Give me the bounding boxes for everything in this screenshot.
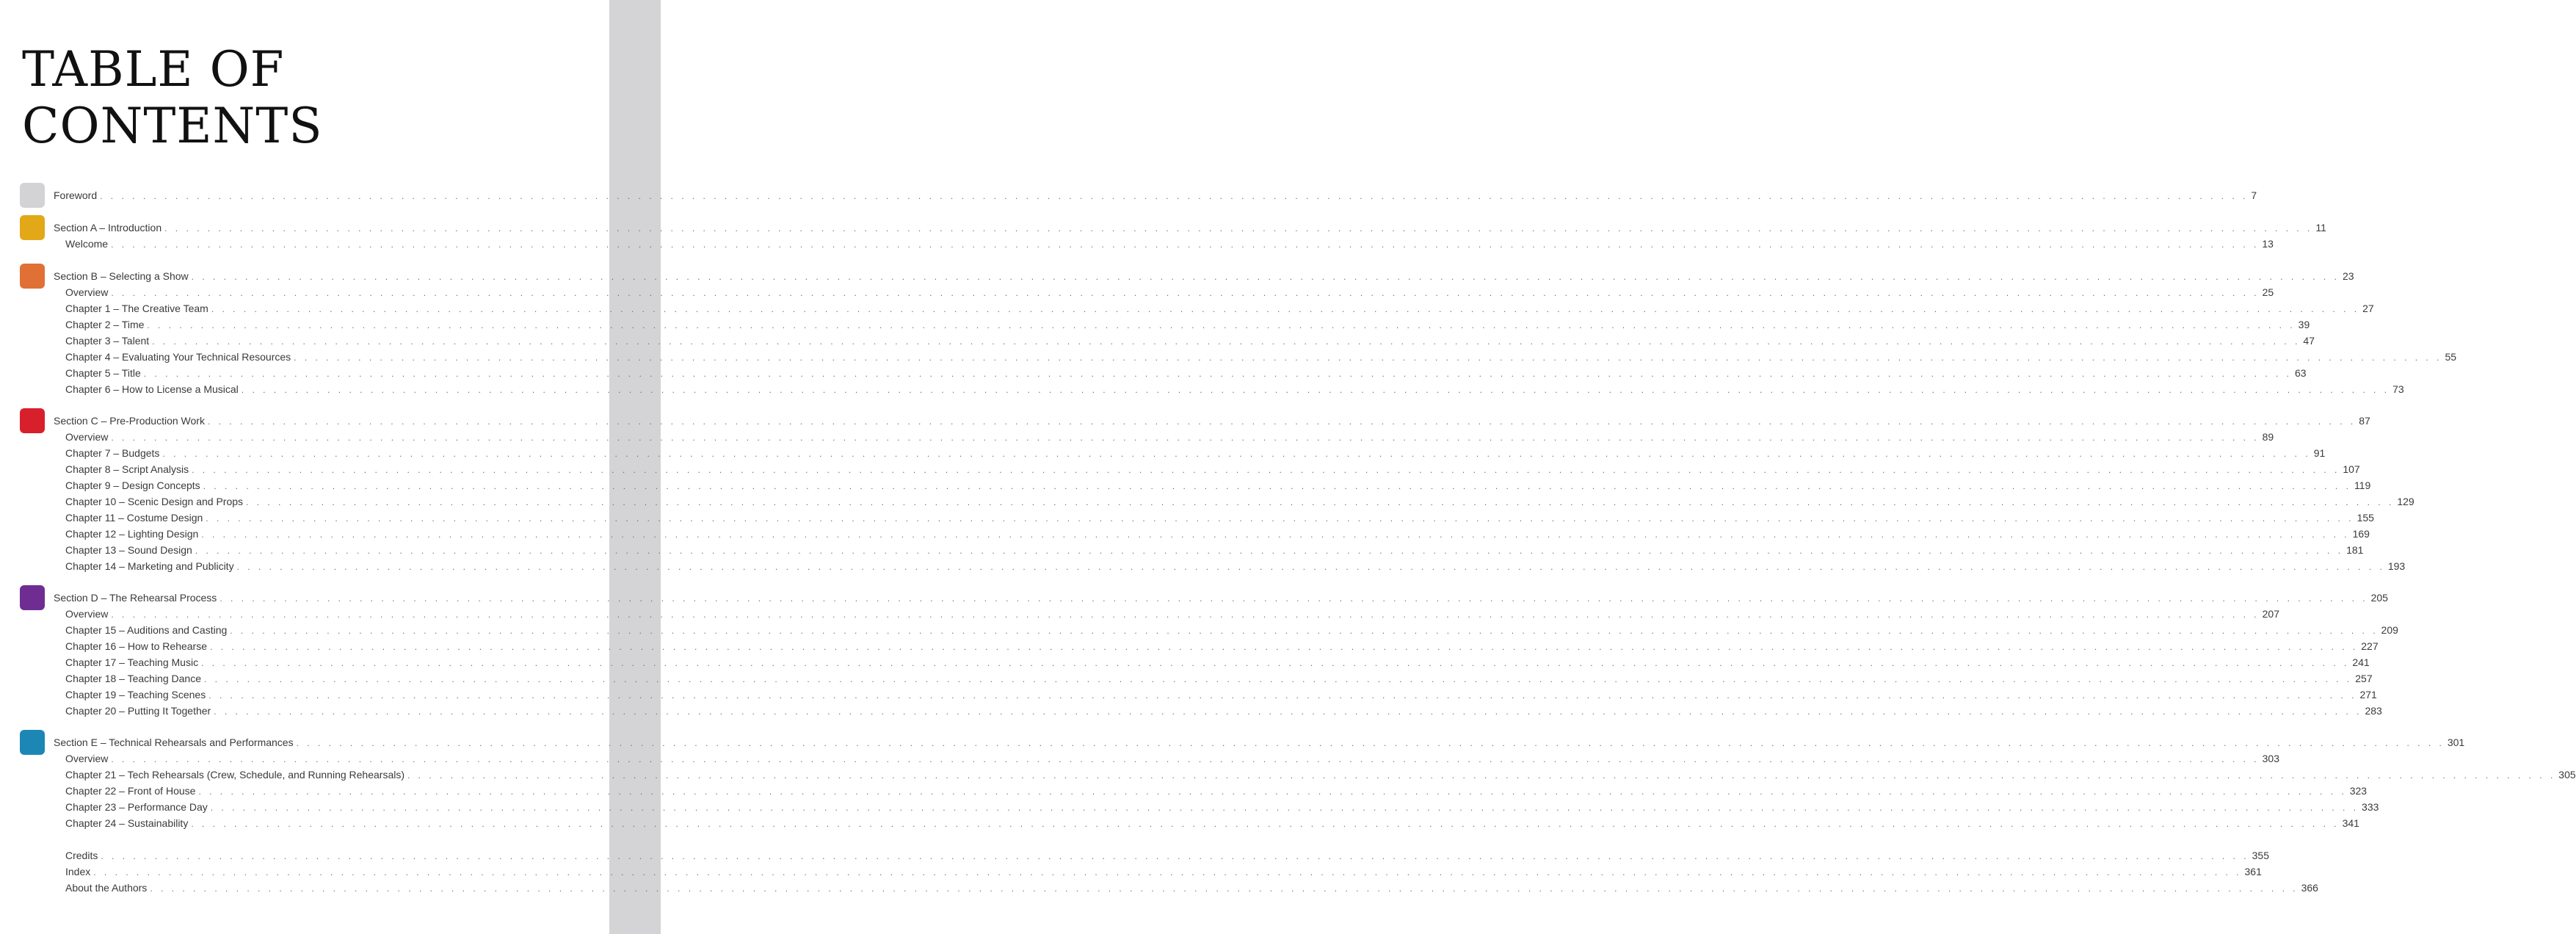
toc-entry-label: Section B – Selecting a Show <box>54 270 189 282</box>
dot-leader: . . . . . . . . . . . . . . . . . . . . . . . . . . . . . . . . . . . . . . . . . . . . . . . . . . . . . . . . . . . . . . . . . . . . . . . . . . . . . . . . . . . . . . . . . . . . . . . . . . . . . . . . . . . . . . . . . . . . . . . . . . . . . . . . . . . . . . . . . . . . . . . . . . . . . . . . . . . . . . . . . . . . . . . . . . . . . . . . . . . . . . . . . . . . . . . . . . . . . . . . <box>111 288 2260 298</box>
toc-entry-page-number: 341 <box>2342 817 2359 829</box>
toc-entry[interactable] <box>65 687 2377 703</box>
dot-leader: . . . . . . . . . . . . . . . . . . . . . . . . . . . . . . . . . . . . . . . . . . . . . . . . . . . . . . . . . . . . . . . . . . . . . . . . . . . . . . . . . . . . . . . . . . . . . . . . . . . . . . . . . . . . . . . . . . . . . . . . . . . . . . . . . . . . . . . . . . . . . . . . . . . . . . . . . . . . . . . . . . . . . . . . . . . . . . . . . . . . . . . . . . . . . . . . . . . . . . . . <box>201 658 2350 668</box>
toc-section-heading[interactable] <box>54 590 2388 606</box>
toc-entry-page-number: 355 <box>2252 850 2269 861</box>
toc-entry-label: Chapter 13 – Sound Design <box>65 544 192 556</box>
page-title-line-2: CONTENTS <box>22 98 323 154</box>
toc-entry-page-number: 241 <box>2352 656 2370 668</box>
toc-entry-label: Chapter 20 – Putting It Together <box>65 705 211 717</box>
toc-entry-label: Chapter 24 – Sustainability <box>65 817 189 829</box>
toc-entry[interactable] <box>65 493 2414 510</box>
toc-entry-label: Welcome <box>65 238 109 250</box>
dot-leader: . . . . . . . . . . . . . . . . . . . . . . . . . . . . . . . . . . . . . . . . . . . . . . . . . . . . . . . . . . . . . . . . . . . . . . . . . . . . . . . . . . . . . . . . . . . . . . . . . . . . . . . . . . . . . . . . . . . . . . . . . . . . . . . . . . . . . . . . . . . . . . . . . . . . . . . . . . . . . . . . . . . . . . . . . . . . . . . . . . . . . . . . . . . . . . . . . . . . . . . . <box>206 513 2354 524</box>
toc-entry-page-number: 181 <box>2346 544 2364 556</box>
toc-entry[interactable] <box>65 542 2364 558</box>
toc-entry[interactable] <box>65 365 2307 381</box>
toc-entry[interactable] <box>65 381 2404 397</box>
section-a-color-swatch <box>20 215 45 240</box>
toc-entry-label: Chapter 21 – Tech Rehearsals (Crew, Schedule, and Running Rehearsals) <box>65 769 405 781</box>
dot-leader: . . . . . . . . . . . . . . . . . . . . . . . . . . . . . . . . . . . . . . . . . . . . . . . . . . . . . . . . . . . . . . . . . . . . . . . . . . . . . . . . . . . . . . . . . . . . . . . . . . . . . . . . . . . . . . . . . . . . . . . . . . . . . . . . . . . . . . . . . . . . . . . . . . . . . . . . . . . . . . . . . . . . . . . . . . . . . . . . . . . . . . . . . . . . . . . . . . . . . . . . <box>111 609 2260 620</box>
dot-leader: . . . . . . . . . . . . . . . . . . . . . . . . . . . . . . . . . . . . . . . . . . . . . . . . . . . . . . . . . . . . . . . . . . . . . . . . . . . . . . . . . . . . . . . . . . . . . . . . . . . . . . . . . . . . . . . . . . . . . . . . . . . . . . . . . . . . . . . . . . . . . . . . . . . . . . . . . . . . . . . . . . . . . . . . . . . . . . . . . . . . . . . . . . . . . . . . . . . . . . . . <box>214 706 2362 717</box>
toc-entry[interactable] <box>65 703 2382 719</box>
dot-leader: . . . . . . . . . . . . . . . . . . . . . . . . . . . . . . . . . . . . . . . . . . . . . . . . . . . . . . . . . . . . . . . . . . . . . . . . . . . . . . . . . . . . . . . . . . . . . . . . . . . . . . . . . . . . . . . . . . . . . . . . . . . . . . . . . . . . . . . . . . . . . . . . . . . . . . . . . . . . . . . . . . . . . . . . . . . . . . . . . . . . . . . . . . . . . . . . . . . . . . . . <box>111 432 2260 443</box>
toc-entry-label: Chapter 18 – Teaching Dance <box>65 673 201 684</box>
toc-entry-label: Chapter 22 – Front of House <box>65 785 196 797</box>
toc-entry-label: Credits <box>65 850 98 861</box>
toc-entry[interactable] <box>65 445 2326 461</box>
dot-leader: . . . . . . . . . . . . . . . . . . . . . . . . . . . . . . . . . . . . . . . . . . . . . . . . . . . . . . . . . . . . . . . . . . . . . . . . . . . . . . . . . . . . . . . . . . . . . . . . . . . . . . . . . . . . . . . . . . . . . . . . . . . . . . . . . . . . . . . . . . . . . . . . . . . . . . . . . . . . . . . . . . . . . . . . . . . . . . . . . . . . . . . . . . . . . . . . . . . . . . . . <box>210 642 2359 652</box>
toc-entry[interactable] <box>65 864 2262 880</box>
toc-entry-page-number: 361 <box>2244 866 2262 877</box>
toc-entry-foreword[interactable] <box>54 187 2257 203</box>
toc-entry-label: Chapter 2 – Time <box>65 319 145 330</box>
section-b-color-swatch <box>20 264 45 289</box>
toc-entry[interactable] <box>65 300 2374 316</box>
toc-entry-page-number: 283 <box>2365 705 2382 717</box>
toc-entry-label: Chapter 7 – Budgets <box>65 447 160 459</box>
toc-entry-page-number: 207 <box>2262 608 2279 620</box>
toc-entry-page-number: 13 <box>2262 238 2274 250</box>
dot-leader: . . . . . . . . . . . . . . . . . . . . . . . . . . . . . . . . . . . . . . . . . . . . . . . . . . . . . . . . . . . . . . . . . . . . . . . . . . . . . . . . . . . . . . . . . . . . . . . . . . . . . . . . . . . . . . . . . . . . . . . . . . . . . . . . . . . . . . . . . . . . . . . . . . . . . . . . . . . . . . . . . . . . . . . . . . . . . . . . . . . . . . . . . . . . . . . . . . . . . . . . <box>236 562 2385 572</box>
toc-entry-page-number: 366 <box>2301 882 2318 894</box>
dot-leader: . . . . . . . . . . . . . . . . . . . . . . . . . . . . . . . . . . . . . . . . . . . . . . . . . . . . . . . . . . . . . . . . . . . . . . . . . . . . . . . . . . . . . . . . . . . . . . . . . . . . . . . . . . . . . . . . . . . . . . . . . . . . . . . . . . . . . . . . . . . . . . . . . . . . . . . . . . . . . . . . . . . . . . . . . . . . . . . . . . . . . . . . . . . . . . . . . . . . . . . . <box>191 819 2340 829</box>
dot-leader: . . . . . . . . . . . . . . . . . . . . . . . . . . . . . . . . . . . . . . . . . . . . . . . . . . . . . . . . . . . . . . . . . . . . . . . . . . . . . . . . . . . . . . . . . . . . . . . . . . . . . . . . . . . . . . . . . . . . . . . . . . . . . . . . . . . . . . . . . . . . . . . . . . . . . . . . . . . . . . . . . . . . . . . . . . . . . . . . . . . . . . . . . . . . . . . . . . . . . . . . <box>219 593 2368 604</box>
toc-entry-label: Chapter 3 – Talent <box>65 335 150 347</box>
dot-leader: . . . . . . . . . . . . . . . . . . . . . . . . . . . . . . . . . . . . . . . . . . . . . . . . . . . . . . . . . . . . . . . . . . . . . . . . . . . . . . . . . . . . . . . . . . . . . . . . . . . . . . . . . . . . . . . . . . . . . . . . . . . . . . . . . . . . . . . . . . . . . . . . . . . . . . . . . . . . . . . . . . . . . . . . . . . . . . . . . . . . . . . . . . . . . . . . . . . . . . . . <box>246 497 2395 507</box>
dot-leader: . . . . . . . . . . . . . . . . . . . . . . . . . . . . . . . . . . . . . . . . . . . . . . . . . . . . . . . . . . . . . . . . . . . . . . . . . . . . . . . . . . . . . . . . . . . . . . . . . . . . . . . . . . . . . . . . . . . . . . . . . . . . . . . . . . . . . . . . . . . . . . . . . . . . . . . . . . . . . . . . . . . . . . . . . . . . . . . . . . . . . . . . . . . . . . . . . . . . . . . . <box>211 304 2360 314</box>
toc-entry-page-number: 205 <box>2370 592 2388 604</box>
toc-entry-label: Chapter 16 – How to Rehearse <box>65 640 207 652</box>
toc-entry[interactable] <box>65 477 2371 493</box>
toc-entry-page-number: 301 <box>2447 736 2465 748</box>
dot-leader: . . . . . . . . . . . . . . . . . . . . . . . . . . . . . . . . . . . . . . . . . . . . . . . . . . . . . . . . . . . . . . . . . . . . . . . . . . . . . . . . . . . . . . . . . . . . . . . . . . . . . . . . . . . . . . . . . . . . . . . . . . . . . . . . . . . . . . . . . . . . . . . . . . . . . . . . . . . . . . . . . . . . . . . . . . . . . . . . . . . . . . . . . . . . . . . . . . . . . . . . <box>111 239 2260 250</box>
toc-entry[interactable] <box>65 316 2310 333</box>
dot-leader: . . . . . . . . . . . . . . . . . . . . . . . . . . . . . . . . . . . . . . . . . . . . . . . . . . . . . . . . . . . . . . . . . . . . . . . . . . . . . . . . . . . . . . . . . . . . . . . . . . . . . . . . . . . . . . . . . . . . . . . . . . . . . . . . . . . . . . . . . . . . . . . . . . . . . . . . . . . . . . . . . . . . . . . . . . . . . . . . . . . . . . . . . . . . . . . . . . . . . . . . <box>203 481 2351 491</box>
dot-leader: . . . . . . . . . . . . . . . . . . . . . . . . . . . . . . . . . . . . . . . . . . . . . . . . . . . . . . . . . . . . . . . . . . . . . . . . . . . . . . . . . . . . . . . . . . . . . . . . . . . . . . . . . . . . . . . . . . . . . . . . . . . . . . . . . . . . . . . . . . . . . . . . . . . . . . . . . . . . . . . . . . . . . . . . . . . . . . . . . . . . . . . . . . . . . . . . . . . . . . . . <box>294 352 2442 363</box>
toc-entry-label: Chapter 1 – The Creative Team <box>65 303 208 314</box>
toc-entry-label: Chapter 10 – Scenic Design and Props <box>65 496 244 507</box>
dot-leader: . . . . . . . . . . . . . . . . . . . . . . . . . . . . . . . . . . . . . . . . . . . . . . . . . . . . . . . . . . . . . . . . . . . . . . . . . . . . . . . . . . . . . . . . . . . . . . . . . . . . . . . . . . . . . . . . . . . . . . . . . . . . . . . . . . . . . . . . . . . . . . . . . . . . . . . . . . . . . . . . . . . . . . . . . . . . . . . . . . . . . . . . . . . . . . . . . . . . . . . . <box>101 851 2249 861</box>
page-title-line-1: TABLE OF <box>22 41 285 98</box>
toc-entry-label: Chapter 11 – Costume Design <box>65 512 203 524</box>
toc-entry-label: Overview <box>65 431 109 443</box>
dot-leader: . . . . . . . . . . . . . . . . . . . . . . . . . . . . . . . . . . . . . . . . . . . . . . . . . . . . . . . . . . . . . . . . . . . . . . . . . . . . . . . . . . . . . . . . . . . . . . . . . . . . . . . . . . . . . . . . . . . . . . . . . . . . . . . . . . . . . . . . . . . . . . . . . . . . . . . . . . . . . . . . . . . . . . . . . . . . . . . . . . . . . . . . . . . . . . . . . . . . . . . . <box>210 803 2359 813</box>
toc-entry-page-number: 89 <box>2262 431 2274 443</box>
toc-entry[interactable] <box>65 461 2360 477</box>
toc-entry-label: Index <box>65 866 91 877</box>
toc-entry-label: Chapter 5 – Title <box>65 367 141 379</box>
toc-entry-page-number: 305 <box>2558 769 2576 781</box>
toc-entry[interactable] <box>65 606 2279 622</box>
dot-leader: . . . . . . . . . . . . . . . . . . . . . . . . . . . . . . . . . . . . . . . . . . . . . . . . . . . . . . . . . . . . . . . . . . . . . . . . . . . . . . . . . . . . . . . . . . . . . . . . . . . . . . . . . . . . . . . . . . . . . . . . . . . . . . . . . . . . . . . . . . . . . . . . . . . . . . . . . . . . . . . . . . . . . . . . . . . . . . . . . . . . . . . . . . . . . . . . . . . . . . . . <box>198 786 2347 797</box>
toc-entry[interactable] <box>65 880 2318 896</box>
toc-entry-label: Chapter 12 – Lighting Design <box>65 528 199 540</box>
dot-leader: . . . . . . . . . . . . . . . . . . . . . . . . . . . . . . . . . . . . . . . . . . . . . . . . . . . . . . . . . . . . . . . . . . . . . . . . . . . . . . . . . . . . . . . . . . . . . . . . . . . . . . . . . . . . . . . . . . . . . . . . . . . . . . . . . . . . . . . . . . . . . . . . . . . . . . . . . . . . . . . . . . . . . . . . . . . . . . . . . . . . . . . . . . . . . . . . . . . . . . . . <box>201 529 2350 540</box>
toc-entry[interactable] <box>65 767 2576 783</box>
toc-entry[interactable] <box>65 236 2274 252</box>
toc-entry-label: Section C – Pre-Production Work <box>54 415 205 427</box>
section-d-color-swatch <box>20 585 45 610</box>
dot-leader: . . . . . . . . . . . . . . . . . . . . . . . . . . . . . . . . . . . . . . . . . . . . . . . . . . . . . . . . . . . . . . . . . . . . . . . . . . . . . . . . . . . . . . . . . . . . . . . . . . . . . . . . . . . . . . . . . . . . . . . . . . . . . . . . . . . . . . . . . . . . . . . . . . . . . . . . . . . . . . . . . . . . . . . . . . . . . . . . . . . . . . . . . . . . . . . . . . . . . . . . <box>147 320 2296 330</box>
toc-entry[interactable] <box>65 349 2457 365</box>
dot-leader: . . . . . . . . . . . . . . . . . . . . . . . . . . . . . . . . . . . . . . . . . . . . . . . . . . . . . . . . . . . . . . . . . . . . . . . . . . . . . . . . . . . . . . . . . . . . . . . . . . . . . . . . . . . . . . . . . . . . . . . . . . . . . . . . . . . . . . . . . . . . . . . . . . . . . . . . . . . . . . . . . . . . . . . . . . . . . . . . . . . . . . . . . . . . . . . . . . . . . . . . <box>207 416 2357 427</box>
section-c-color-swatch <box>20 408 45 433</box>
toc-entry[interactable] <box>65 670 2373 687</box>
foreword-color-swatch <box>20 183 45 208</box>
toc-entry-label: Chapter 6 – How to License a Musical <box>65 383 239 395</box>
toc-entry[interactable] <box>65 284 2274 300</box>
toc-entry-label: Overview <box>65 608 109 620</box>
toc-entry[interactable] <box>65 799 2379 815</box>
toc-entry-label: Chapter 9 – Design Concepts <box>65 479 200 491</box>
toc-entry-page-number: 11 <box>2315 222 2326 234</box>
toc-entry-label: Chapter 19 – Teaching Scenes <box>65 689 206 700</box>
toc-entry[interactable] <box>65 638 2379 654</box>
dot-leader: . . . . . . . . . . . . . . . . . . . . . . . . . . . . . . . . . . . . . . . . . . . . . . . . . . . . . . . . . . . . . . . . . . . . . . . . . . . . . . . . . . . . . . . . . . . . . . . . . . . . . . . . . . . . . . . . . . . . . . . . . . . . . . . . . . . . . . . . . . . . . . . . . . . . . . . . . . . . . . . . . . . . . . . . . . . . . . . . . . . . . . . . . . . . . . . . . . . . . . . . <box>208 690 2357 700</box>
dot-leader: . . . . . . . . . . . . . . . . . . . . . . . . . . . . . . . . . . . . . . . . . . . . . . . . . . . . . . . . . . . . . . . . . . . . . . . . . . . . . . . . . . . . . . . . . . . . . . . . . . . . . . . . . . . . . . . . . . . . . . . . . . . . . . . . . . . . . . . . . . . . . . . . . . . . . . . . . . . . . . . . . . . . . . . . . . . . . . . . . . . . . . . . . . . . . . . . . . . . . . . . <box>241 385 2390 395</box>
toc-entry-page-number: 209 <box>2381 624 2398 636</box>
toc-entry-label: Section D – The Rehearsal Process <box>54 592 217 604</box>
toc-entry-label: Overview <box>65 286 109 298</box>
toc-entry-page-number: 87 <box>2359 415 2370 427</box>
toc-entry[interactable] <box>65 654 2370 670</box>
toc-entry-page-number: 323 <box>2349 785 2368 797</box>
toc-entry[interactable] <box>65 847 2269 864</box>
toc-entry-label: Section A – Introduction <box>54 222 162 234</box>
dot-leader: . . . . . . . . . . . . . . . . . . . . . . . . . . . . . . . . . . . . . . . . . . . . . . . . . . . . . . . . . . . . . . . . . . . . . . . . . . . . . . . . . . . . . . . . . . . . . . . . . . . . . . . . . . . . . . . . . . . . . . . . . . . . . . . . . . . . . . . . . . . . . . . . . . . . . . . . . . . . . . . . . . . . . . . . . . . . . . . . . . . . . . . . . . . . . . . . . . . . . . . . <box>152 336 2301 347</box>
toc-entry[interactable] <box>65 815 2359 831</box>
dot-leader: . . . . . . . . . . . . . . . . . . . . . . . . . . . . . . . . . . . . . . . . . . . . . . . . . . . . . . . . . . . . . . . . . . . . . . . . . . . . . . . . . . . . . . . . . . . . . . . . . . . . . . . . . . . . . . . . . . . . . . . . . . . . . . . . . . . . . . . . . . . . . . . . . . . . . . . . . . . . . . . . . . . . . . . . . . . . . . . . . . . . . . . . . . . . . . . . . . . . . . . . <box>296 738 2445 748</box>
toc-entry-page-number: 25 <box>2262 286 2274 298</box>
toc-entry-page-number: 47 <box>2303 335 2315 347</box>
toc-section-heading[interactable] <box>54 413 2370 429</box>
dot-leader: . . . . . . . . . . . . . . . . . . . . . . . . . . . . . . . . . . . . . . . . . . . . . . . . . . . . . . . . . . . . . . . . . . . . . . . . . . . . . . . . . . . . . . . . . . . . . . . . . . . . . . . . . . . . . . . . . . . . . . . . . . . . . . . . . . . . . . . . . . . . . . . . . . . . . . . . . . . . . . . . . . . . . . . . . . . . . . . . . . . . . . . . . . . . . . . . . . . . . . . . <box>150 883 2299 894</box>
toc-entry-page-number: 169 <box>2352 528 2370 540</box>
toc-entry-label: Section E – Technical Rehearsals and Performances <box>54 736 294 748</box>
toc-entry-label: About the Authors <box>65 882 148 894</box>
dot-leader: . . . . . . . . . . . . . . . . . . . . . . . . . . . . . . . . . . . . . . . . . . . . . . . . . . . . . . . . . . . . . . . . . . . . . . . . . . . . . . . . . . . . . . . . . . . . . . . . . . . . . . . . . . . . . . . . . . . . . . . . . . . . . . . . . . . . . . . . . . . . . . . . . . . . . . . . . . . . . . . . . . . . . . . . . . . . . . . . . . . . . . . . . . . . . . . . . . . . . . . . <box>100 191 2249 201</box>
toc-entry-label: Foreword <box>54 189 98 201</box>
dot-leader: . . . . . . . . . . . . . . . . . . . . . . . . . . . . . . . . . . . . . . . . . . . . . . . . . . . . . . . . . . . . . . . . . . . . . . . . . . . . . . . . . . . . . . . . . . . . . . . . . . . . . . . . . . . . . . . . . . . . . . . . . . . . . . . . . . . . . . . . . . . . . . . . . . . . . . . . . . . . . . . . . . . . . . . . . . . . . . . . . . . . . . . . . . . . . . . . . . . . . . . . <box>191 272 2340 282</box>
toc-entry-page-number: 257 <box>2355 673 2373 684</box>
toc-section-heading[interactable] <box>54 220 2326 236</box>
toc-entry-page-number: 23 <box>2342 270 2354 282</box>
toc-entry-page-number: 27 <box>2362 303 2374 314</box>
dot-leader: . . . . . . . . . . . . . . . . . . . . . . . . . . . . . . . . . . . . . . . . . . . . . . . . . . . . . . . . . . . . . . . . . . . . . . . . . . . . . . . . . . . . . . . . . . . . . . . . . . . . . . . . . . . . . . . . . . . . . . . . . . . . . . . . . . . . . . . . . . . . . . . . . . . . . . . . . . . . . . . . . . . . . . . . . . . . . . . . . . . . . . . . . . . . . . . . . . . . . . . . <box>203 674 2353 684</box>
toc-section-heading[interactable] <box>54 268 2354 284</box>
toc-entry-label: Chapter 4 – Evaluating Your Technical Resources <box>65 351 291 363</box>
toc-entry[interactable] <box>65 558 2406 574</box>
toc-entry-page-number: 129 <box>2397 496 2414 507</box>
toc-entry-page-number: 333 <box>2362 801 2379 813</box>
toc-entry[interactable] <box>65 333 2315 349</box>
dot-leader: . . . . . . . . . . . . . . . . . . . . . . . . . . . . . . . . . . . . . . . . . . . . . . . . . . . . . . . . . . . . . . . . . . . . . . . . . . . . . . . . . . . . . . . . . . . . . . . . . . . . . . . . . . . . . . . . . . . . . . . . . . . . . . . . . . . . . . . . . . . . . . . . . . . . . . . . . . . . . . . . . . . . . . . . . . . . . . . . . . . . . . . . . . . . . . . . . . . . . . . . <box>407 770 2556 781</box>
toc-entry-label: Chapter 17 – Teaching Music <box>65 656 199 668</box>
toc-entry-page-number: 7 <box>2251 189 2257 201</box>
toc-entry[interactable] <box>65 622 2398 638</box>
toc-entry-page-number: 39 <box>2298 319 2310 330</box>
toc-entry-label: Chapter 8 – Script Analysis <box>65 463 189 475</box>
section-e-color-swatch <box>20 730 45 755</box>
toc-entry-page-number: 91 <box>2313 447 2326 459</box>
toc-entry[interactable] <box>65 783 2368 799</box>
toc-entry-label: Overview <box>65 753 109 764</box>
toc-entry-page-number: 55 <box>2445 351 2457 363</box>
toc-entry-label: Chapter 14 – Marketing and Publicity <box>65 560 234 572</box>
toc-entry-page-number: 63 <box>2295 367 2307 379</box>
dot-leader: . . . . . . . . . . . . . . . . . . . . . . . . . . . . . . . . . . . . . . . . . . . . . . . . . . . . . . . . . . . . . . . . . . . . . . . . . . . . . . . . . . . . . . . . . . . . . . . . . . . . . . . . . . . . . . . . . . . . . . . . . . . . . . . . . . . . . . . . . . . . . . . . . . . . . . . . . . . . . . . . . . . . . . . . . . . . . . . . . . . . . . . . . . . . . . . . . . . . . . . . <box>143 369 2292 379</box>
dot-leader: . . . . . . . . . . . . . . . . . . . . . . . . . . . . . . . . . . . . . . . . . . . . . . . . . . . . . . . . . . . . . . . . . . . . . . . . . . . . . . . . . . . . . . . . . . . . . . . . . . . . . . . . . . . . . . . . . . . . . . . . . . . . . . . . . . . . . . . . . . . . . . . . . . . . . . . . . . . . . . . . . . . . . . . . . . . . . . . . . . . . . . . . . . . . . . . . . . . . . . . . <box>192 465 2340 475</box>
dot-leader: . . . . . . . . . . . . . . . . . . . . . . . . . . . . . . . . . . . . . . . . . . . . . . . . . . . . . . . . . . . . . . . . . . . . . . . . . . . . . . . . . . . . . . . . . . . . . . . . . . . . . . . . . . . . . . . . . . . . . . . . . . . . . . . . . . . . . . . . . . . . . . . . . . . . . . . . . . . . . . . . . . . . . . . . . . . . . . . . . . . . . . . . . . . . . . . . . . . . . . . . <box>111 754 2260 764</box>
toc-entry[interactable] <box>65 526 2370 542</box>
dot-leader: . . . . . . . . . . . . . . . . . . . . . . . . . . . . . . . . . . . . . . . . . . . . . . . . . . . . . . . . . . . . . . . . . . . . . . . . . . . . . . . . . . . . . . . . . . . . . . . . . . . . . . . . . . . . . . . . . . . . . . . . . . . . . . . . . . . . . . . . . . . . . . . . . . . . . . . . . . . . . . . . . . . . . . . . . . . . . . . . . . . . . . . . . . . . . . . . . . . . . . . . <box>162 449 2311 459</box>
dot-leader: . . . . . . . . . . . . . . . . . . . . . . . . . . . . . . . . . . . . . . . . . . . . . . . . . . . . . . . . . . . . . . . . . . . . . . . . . . . . . . . . . . . . . . . . . . . . . . . . . . . . . . . . . . . . . . . . . . . . . . . . . . . . . . . . . . . . . . . . . . . . . . . . . . . . . . . . . . . . . . . . . . . . . . . . . . . . . . . . . . . . . . . . . . . . . . . . . . . . . . . . <box>195 546 2344 556</box>
toc-section-heading[interactable] <box>54 734 2465 750</box>
toc-entry[interactable] <box>65 429 2274 445</box>
toc-entry-page-number: 271 <box>2359 689 2377 700</box>
toc-entry-page-number: 73 <box>2392 383 2404 395</box>
toc-entry-label: Chapter 23 – Performance Day <box>65 801 208 813</box>
dot-leader: . . . . . . . . . . . . . . . . . . . . . . . . . . . . . . . . . . . . . . . . . . . . . . . . . . . . . . . . . . . . . . . . . . . . . . . . . . . . . . . . . . . . . . . . . . . . . . . . . . . . . . . . . . . . . . . . . . . . . . . . . . . . . . . . . . . . . . . . . . . . . . . . . . . . . . . . . . . . . . . . . . . . . . . . . . . . . . . . . . . . . . . . . . . . . . . . . . . . . . . . <box>93 867 2242 877</box>
toc-entry-label: Chapter 15 – Auditions and Casting <box>65 624 228 636</box>
toc-entry[interactable] <box>65 510 2374 526</box>
toc-entry[interactable] <box>65 750 2279 767</box>
toc-entry-page-number: 119 <box>2354 479 2371 491</box>
toc-entry-page-number: 303 <box>2262 753 2279 764</box>
dot-leader: . . . . . . . . . . . . . . . . . . . . . . . . . . . . . . . . . . . . . . . . . . . . . . . . . . . . . . . . . . . . . . . . . . . . . . . . . . . . . . . . . . . . . . . . . . . . . . . . . . . . . . . . . . . . . . . . . . . . . . . . . . . . . . . . . . . . . . . . . . . . . . . . . . . . . . . . . . . . . . . . . . . . . . . . . . . . . . . . . . . . . . . . . . . . . . . . . . . . . . . . <box>164 223 2313 234</box>
dot-leader: . . . . . . . . . . . . . . . . . . . . . . . . . . . . . . . . . . . . . . . . . . . . . . . . . . . . . . . . . . . . . . . . . . . . . . . . . . . . . . . . . . . . . . . . . . . . . . . . . . . . . . . . . . . . . . . . . . . . . . . . . . . . . . . . . . . . . . . . . . . . . . . . . . . . . . . . . . . . . . . . . . . . . . . . . . . . . . . . . . . . . . . . . . . . . . . . . . . . . . . . <box>230 626 2379 636</box>
toc-entry-page-number: 107 <box>2343 463 2360 475</box>
toc-entry-page-number: 227 <box>2361 640 2379 652</box>
toc-entry-page-number: 155 <box>2357 512 2374 524</box>
toc-entry-page-number: 193 <box>2387 560 2406 572</box>
